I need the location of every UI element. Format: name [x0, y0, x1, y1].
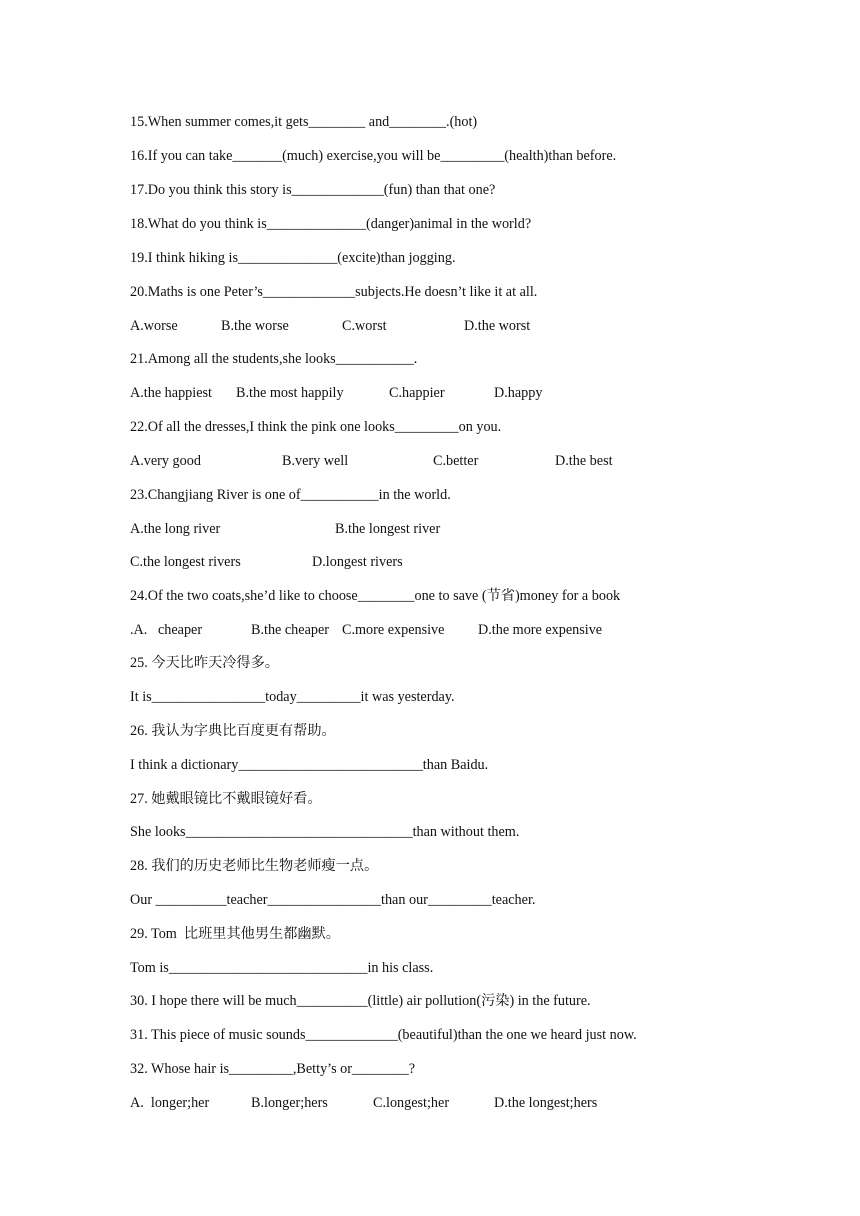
option-a: A.the happiest — [130, 385, 212, 401]
option-c: C.longest;her — [373, 1095, 450, 1111]
options-22 — [130, 452, 613, 470]
question-15: 15.When summer comes,it gets________ and________.(hot) — [130, 114, 478, 130]
option-d: D.the more expensive — [478, 622, 603, 638]
option-a: A.very good — [130, 453, 201, 469]
option-a: .A. cheaper — [130, 622, 203, 638]
option-c: C.more expensive — [342, 622, 445, 638]
option-b: B.the cheaper — [251, 622, 329, 638]
question-27-chinese: 27. 她戴眼镜比不戴眼镜好看。 — [130, 791, 322, 807]
question-25-chinese: 25. 今天比昨天冷得多。 — [130, 655, 279, 671]
question-31: 31. This piece of music sounds_____________(beautiful)than the one we heard just now. — [130, 1027, 637, 1043]
option-b: B.the longest river — [335, 521, 441, 537]
question-17: 17.Do you think this story is_____________(fun) than that one? — [130, 182, 496, 198]
option-a: A. longer;her — [130, 1095, 210, 1111]
option-c: C.better — [433, 453, 479, 469]
option-d: D.longest rivers — [312, 554, 403, 570]
option-d: D.the longest;hers — [494, 1095, 598, 1111]
option-c: C.worst — [342, 318, 387, 334]
question-18: 18.What do you think is______________(danger)animal in the world? — [130, 216, 532, 232]
question-29-chinese: 29. Tom 比班里其他男生都幽默。 — [130, 926, 340, 942]
question-20: 20.Maths is one Peter’s_____________subjects.He doesn’t like it at all. — [130, 284, 538, 300]
option-b: B.the most happily — [236, 385, 344, 401]
option-c: C.the longest rivers — [130, 554, 241, 570]
options-32 — [130, 1094, 598, 1112]
question-26-english: I think a dictionary__________________________than Baidu. — [130, 757, 489, 773]
question-24: 24.Of the two coats,she’d like to choose________one to save (节省)money for a book — [130, 588, 621, 604]
question-21: 21.Among all the students,she looks___________. — [130, 351, 418, 367]
option-a: A.worse — [130, 318, 178, 334]
options-21 — [130, 384, 543, 402]
option-a: A.the long river — [130, 521, 221, 537]
question-27-english: She looks________________________________than without them. — [130, 824, 520, 840]
options-20 — [130, 317, 531, 335]
option-b: B.longer;hers — [251, 1095, 328, 1111]
question-28-chinese: 28. 我们的历史老师比生物老师瘦一点。 — [130, 858, 379, 874]
question-25-english: It is________________today_________it was yesterday. — [130, 689, 455, 705]
option-c: C.happier — [389, 385, 445, 401]
question-22: 22.Of all the dresses,I think the pink one looks_________on you. — [130, 419, 502, 435]
question-23: 23.Changjiang River is one of___________in the world. — [130, 487, 451, 503]
question-32: 32. Whose hair is_________,Betty’s or________? — [130, 1061, 416, 1077]
options-24 — [130, 621, 603, 639]
options-23-row2 — [130, 553, 403, 571]
question-16: 16.If you can take_______(much) exercise,you will be_________(health)than before. — [130, 148, 617, 164]
question-28-english: Our __________teacher________________than our_________teacher. — [130, 892, 536, 908]
option-b: B.very well — [282, 453, 349, 469]
option-b: B.the worse — [221, 318, 289, 334]
option-d: D.happy — [494, 385, 543, 401]
option-d: D.the best — [555, 453, 613, 469]
option-d: D.the worst — [464, 318, 531, 334]
question-30: 30. I hope there will be much__________(little) air pollution(污染) in the future. — [130, 993, 591, 1009]
question-29-english: Tom is____________________________in his class. — [130, 960, 434, 976]
options-23-row1 — [130, 520, 441, 538]
question-26-chinese: 26. 我认为字典比百度更有帮助。 — [130, 723, 336, 739]
question-19: 19.I think hiking is______________(excite)than jogging. — [130, 250, 456, 266]
